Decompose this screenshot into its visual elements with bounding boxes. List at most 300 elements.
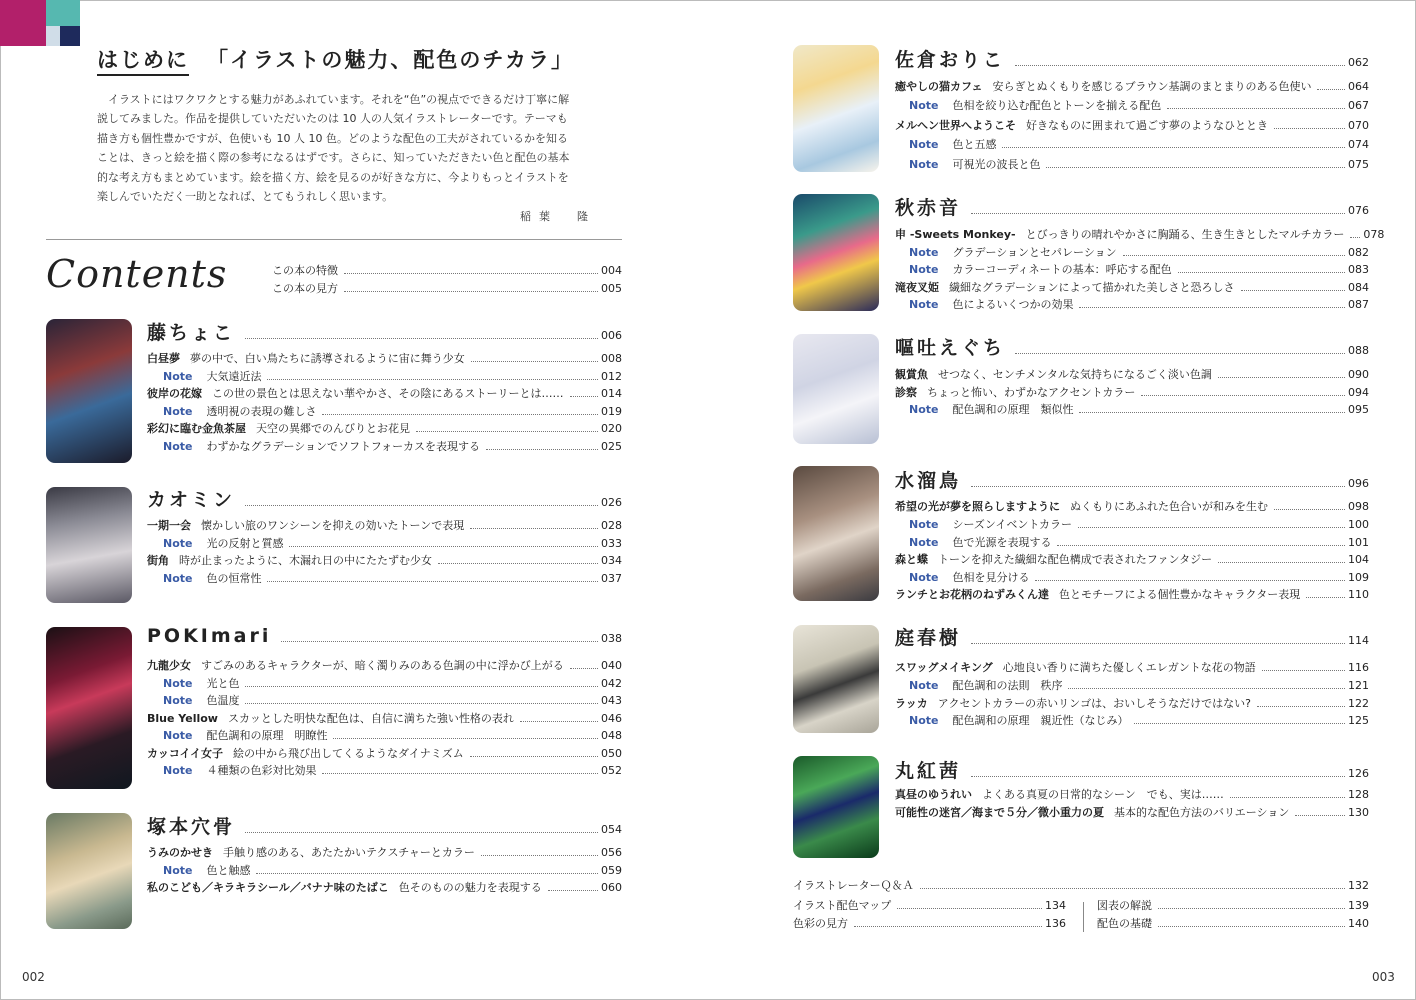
artist-page-number: 114 bbox=[1348, 634, 1369, 647]
entry-page-number: 028 bbox=[601, 519, 622, 532]
leader-dots bbox=[1274, 128, 1345, 129]
toc-entry[interactable] bbox=[147, 880, 622, 896]
leader-dots bbox=[1134, 723, 1345, 724]
entry-description: ちょっと怖い、わずかなアクセントカラー bbox=[927, 386, 1136, 399]
leader-dots bbox=[289, 546, 598, 547]
intro-subtitle: 「イラストの魅力、配色のチカラ」 bbox=[207, 48, 574, 72]
toc-entry[interactable] bbox=[793, 878, 1369, 894]
entry-page-number: 095 bbox=[1348, 403, 1369, 416]
toc-entry[interactable] bbox=[147, 711, 622, 727]
entry-page-number: 101 bbox=[1348, 536, 1369, 549]
entry-title: ラッカ bbox=[895, 697, 928, 710]
toc-entry[interactable] bbox=[1097, 916, 1369, 932]
entry-description: 色によるいくつかの効果 bbox=[952, 298, 1074, 311]
entry-title: 森と蝶 bbox=[895, 553, 928, 566]
entry-page-number: 104 bbox=[1348, 553, 1369, 566]
artist-heading[interactable] bbox=[147, 485, 622, 511]
toc-entry[interactable] bbox=[147, 518, 622, 534]
toc-entry[interactable] bbox=[147, 351, 622, 367]
artist-heading[interactable] bbox=[147, 318, 622, 344]
leader-dots bbox=[570, 668, 598, 669]
entry-description: 懐かしい旅のワンシーンを抑えの効いたトーンで表現 bbox=[201, 519, 465, 532]
artist-thumbnail-left-1 bbox=[46, 487, 132, 603]
toc-entry[interactable] bbox=[909, 98, 1369, 114]
toc-entry[interactable] bbox=[895, 118, 1369, 134]
note-label: Note bbox=[909, 246, 939, 259]
note-label: Note bbox=[163, 537, 193, 550]
toc-entry[interactable] bbox=[147, 421, 622, 437]
toc-entry[interactable] bbox=[895, 805, 1369, 821]
leader-dots bbox=[481, 855, 598, 856]
leader-dots bbox=[1295, 815, 1345, 816]
leader-dots bbox=[1257, 706, 1345, 707]
toc-entry[interactable] bbox=[272, 281, 622, 297]
entry-page-number: 008 bbox=[601, 352, 622, 365]
leader-dots bbox=[971, 776, 1345, 777]
toc-entry[interactable] bbox=[147, 746, 622, 762]
contents-heading: Contents bbox=[46, 252, 228, 296]
entry-description: この本の見方 bbox=[272, 282, 338, 295]
entry-description: 絵の中から飛び出してくるようなダイナミズム bbox=[233, 747, 464, 760]
artist-page-number: 006 bbox=[601, 329, 622, 342]
note-label: Note bbox=[909, 518, 939, 531]
corner-square-teal bbox=[46, 0, 80, 26]
toc-entry[interactable] bbox=[895, 587, 1369, 603]
entry-page-number: 132 bbox=[1348, 879, 1369, 892]
artist-thumbnail-right-3 bbox=[793, 466, 879, 601]
toc-entry[interactable] bbox=[163, 676, 622, 692]
toc-entry[interactable] bbox=[163, 571, 622, 587]
toc-entry[interactable] bbox=[895, 227, 1385, 243]
entry-description: 色と触感 bbox=[206, 864, 251, 877]
toc-entry[interactable] bbox=[895, 79, 1369, 95]
toc-entry[interactable] bbox=[909, 713, 1369, 729]
entry-title: 滝夜叉姫 bbox=[895, 281, 939, 294]
artist-page-number: 054 bbox=[601, 823, 622, 836]
leader-dots bbox=[1218, 377, 1345, 378]
entry-title: 一期一会 bbox=[147, 519, 191, 532]
entry-page-number: 121 bbox=[1348, 679, 1369, 692]
entry-page-number: 050 bbox=[601, 747, 622, 760]
leader-dots bbox=[1317, 89, 1345, 90]
toc-entry[interactable] bbox=[163, 728, 622, 744]
entry-title: 真昼のゆうれい bbox=[895, 788, 972, 801]
artist-heading[interactable] bbox=[895, 193, 1369, 219]
toc-entry[interactable] bbox=[147, 553, 622, 569]
toc-entry[interactable] bbox=[163, 536, 622, 552]
artist-thumbnail-left-0 bbox=[46, 319, 132, 463]
entry-description: 色と五感 bbox=[952, 138, 997, 151]
entry-page-number: 060 bbox=[601, 881, 622, 894]
entry-page-number: 034 bbox=[601, 554, 622, 567]
entry-description: 安らぎとぬくもりを感じるブラウン基調のまとまりのある色使い bbox=[992, 80, 1312, 93]
entry-description: 色相を見分ける bbox=[952, 571, 1030, 584]
artist-heading[interactable] bbox=[895, 466, 1369, 492]
toc-entry[interactable] bbox=[909, 535, 1369, 551]
toc-entry[interactable] bbox=[895, 499, 1369, 515]
entry-page-number: 005 bbox=[601, 282, 622, 295]
toc-entry[interactable] bbox=[895, 787, 1369, 803]
entry-page-number: 040 bbox=[601, 659, 622, 672]
artist-thumbnail-right-2 bbox=[793, 334, 879, 444]
entry-page-number: 052 bbox=[601, 764, 622, 777]
toc-entry[interactable] bbox=[909, 570, 1369, 586]
entry-description: アクセントカラーの赤いリンゴは、おいしそうなだけではない? bbox=[937, 697, 1251, 710]
entry-page-number: 087 bbox=[1348, 298, 1369, 311]
note-label: Note bbox=[163, 370, 193, 383]
entry-title: 癒やしの猫カフェ bbox=[895, 80, 983, 93]
page-number-right: 003 bbox=[1372, 970, 1395, 984]
entry-description: わずかなグラデーションでソフトフォーカスを表現する bbox=[206, 440, 480, 453]
entry-description: 図表の解説 bbox=[1097, 899, 1152, 912]
note-label: Note bbox=[909, 714, 939, 727]
leader-dots bbox=[1078, 527, 1345, 528]
note-label: Note bbox=[163, 405, 193, 418]
toc-entry[interactable] bbox=[793, 916, 1066, 932]
entry-page-number: 037 bbox=[601, 572, 622, 585]
leader-dots bbox=[971, 486, 1345, 487]
artist-heading[interactable] bbox=[895, 623, 1369, 649]
note-label: Note bbox=[909, 679, 939, 692]
entry-title: 希望の光が夢を照らしますように bbox=[895, 500, 1060, 513]
toc-entry[interactable] bbox=[163, 763, 622, 779]
entry-title: カッコイイ女子 bbox=[147, 747, 224, 760]
leader-dots bbox=[897, 908, 1042, 909]
entry-page-number: 019 bbox=[601, 405, 622, 418]
note-label: Note bbox=[163, 864, 193, 877]
leader-dots bbox=[1167, 108, 1345, 109]
leader-dots bbox=[1158, 926, 1345, 927]
section-divider bbox=[46, 239, 622, 240]
toc-entry[interactable] bbox=[909, 297, 1369, 313]
entry-page-number: 078 bbox=[1363, 228, 1385, 241]
corner-square-magenta bbox=[0, 0, 52, 46]
leader-dots bbox=[920, 888, 1345, 889]
leader-dots bbox=[470, 528, 598, 529]
entry-description: この本の特徴 bbox=[272, 264, 338, 277]
entry-description: 光と色 bbox=[206, 677, 240, 690]
artist-heading[interactable] bbox=[895, 756, 1369, 782]
note-label: Note bbox=[909, 263, 939, 276]
entry-title: うみのかせき bbox=[147, 846, 213, 859]
entry-page-number: 139 bbox=[1348, 899, 1369, 912]
entry-description: グラデーションとセパレーション bbox=[952, 246, 1117, 259]
toc-entry[interactable] bbox=[909, 157, 1369, 173]
note-label: Note bbox=[163, 572, 193, 585]
artist-page-number: 096 bbox=[1348, 477, 1369, 490]
toc-entry[interactable] bbox=[163, 863, 622, 879]
back-divider bbox=[1083, 902, 1084, 932]
toc-entry[interactable] bbox=[895, 660, 1369, 676]
toc-entry[interactable] bbox=[909, 245, 1369, 261]
leader-dots bbox=[1218, 562, 1345, 563]
leader-dots bbox=[854, 926, 1042, 927]
artist-page-number: 126 bbox=[1348, 767, 1369, 780]
entry-title: メルヘン世界へようこそ bbox=[895, 119, 1016, 132]
leader-dots bbox=[322, 414, 598, 415]
leader-dots bbox=[416, 431, 598, 432]
artist-name: 藤ちょこ bbox=[147, 322, 236, 344]
entry-page-number: 116 bbox=[1348, 661, 1369, 674]
artist-thumbnail-right-0 bbox=[793, 45, 879, 172]
leader-dots bbox=[245, 832, 598, 833]
artist-name: 丸紅茜 bbox=[895, 760, 962, 782]
entry-description: 配色調和の原理 親近性（なじみ） bbox=[952, 714, 1129, 727]
leader-dots bbox=[1178, 272, 1345, 273]
artist-page-number: 076 bbox=[1348, 204, 1369, 217]
page-number-left: 002 bbox=[22, 970, 45, 984]
toc-entry[interactable] bbox=[1097, 898, 1369, 914]
entry-title: 彼岸の花嫁 bbox=[147, 387, 202, 400]
artist-name: 水溜鳥 bbox=[895, 470, 962, 492]
leader-dots bbox=[1015, 65, 1345, 66]
entry-description: 基本的な配色方法のバリエーション bbox=[1114, 806, 1290, 819]
leader-dots bbox=[1079, 307, 1345, 308]
toc-entry[interactable] bbox=[909, 678, 1369, 694]
note-label: Note bbox=[163, 729, 193, 742]
entry-description: 配色調和の法則 秩序 bbox=[952, 679, 1063, 692]
leader-dots bbox=[548, 890, 598, 891]
note-label: Note bbox=[163, 694, 193, 707]
intro-title bbox=[97, 44, 574, 74]
leader-dots bbox=[1057, 545, 1345, 546]
entry-page-number: 140 bbox=[1348, 917, 1369, 930]
leader-dots bbox=[1230, 797, 1345, 798]
entry-page-number: 070 bbox=[1348, 119, 1369, 132]
toc-entry[interactable] bbox=[163, 369, 622, 385]
toc-entry[interactable] bbox=[895, 367, 1369, 383]
artist-name: 嘔吐えぐち bbox=[895, 337, 1006, 359]
entry-page-number: 098 bbox=[1348, 500, 1369, 513]
leader-dots bbox=[570, 396, 598, 397]
entry-description: 色とモチーフによる個性豊かなキャラクター表現 bbox=[1059, 588, 1301, 601]
artist-name: 庭春樹 bbox=[895, 627, 962, 649]
entry-page-number: 075 bbox=[1348, 158, 1369, 171]
intro-author: 稲葉 隆 bbox=[520, 210, 596, 223]
leader-dots bbox=[438, 563, 598, 564]
toc-entry[interactable] bbox=[895, 280, 1369, 296]
toc-entry[interactable] bbox=[147, 845, 622, 861]
entry-description: 光の反射と質感 bbox=[206, 537, 284, 550]
entry-page-number: 048 bbox=[601, 729, 622, 742]
leader-dots bbox=[333, 738, 598, 739]
artist-heading[interactable] bbox=[895, 45, 1369, 71]
entry-page-number: 100 bbox=[1348, 518, 1369, 531]
toc-entry[interactable] bbox=[147, 658, 622, 674]
leader-dots bbox=[267, 581, 598, 582]
note-label: Note bbox=[163, 764, 193, 777]
leader-dots bbox=[520, 721, 598, 722]
entry-page-number: 067 bbox=[1348, 99, 1369, 112]
entry-page-number: 004 bbox=[601, 264, 622, 277]
artist-page-number: 038 bbox=[601, 632, 622, 645]
artist-name: 佐倉おりこ bbox=[895, 49, 1006, 71]
artist-page-number: 062 bbox=[1348, 56, 1369, 69]
leader-dots bbox=[1123, 255, 1345, 256]
entry-page-number: 043 bbox=[601, 694, 622, 707]
toc-entry[interactable] bbox=[909, 137, 1369, 153]
leader-dots bbox=[486, 449, 598, 450]
entry-page-number: 033 bbox=[601, 537, 622, 550]
entry-description: ４種類の色彩対比効果 bbox=[206, 764, 317, 777]
entry-description: カラーコーディネートの基本：呼応する配色 bbox=[952, 263, 1172, 276]
artist-thumbnail-right-4 bbox=[793, 625, 879, 733]
intro-heading: はじめに bbox=[97, 48, 189, 76]
intro-body: イラストにはワクワクとする魅力があふれています。それを“色”の視点でできるだけ丁寧に解説してみました。作品を提供していただいたのは 10 人の人気イラストレーターです。テーマも描き方も個性豊かですが、色使いも 10 人 10 色。どのような配色の工夫がされているかを知ることは、きっと絵を描く際の参考になるはずです。さらに、知っていただきたい色と配色の基本的な考え方もまとめています。絵を描く方、絵を見るのが好きな方に、今よりもっとイラストを楽しんでいただく一助となれば、とてもうれしく思います。 bbox=[97, 93, 570, 204]
artist-name: 塚本穴骨 bbox=[147, 816, 236, 838]
toc-entry[interactable] bbox=[147, 386, 622, 402]
artist-heading[interactable] bbox=[147, 812, 622, 838]
leader-dots bbox=[1035, 580, 1345, 581]
leader-dots bbox=[1002, 147, 1345, 148]
entry-page-number: 014 bbox=[601, 387, 622, 400]
leader-dots bbox=[245, 505, 598, 506]
entry-page-number: 122 bbox=[1348, 697, 1369, 710]
leader-dots bbox=[245, 686, 598, 687]
entry-description: トーンを抑えた繊細な配色構成で表されたファンタジー bbox=[938, 553, 1213, 566]
entry-title: 私のこども／キラキラシール／バナナ味のたばこ bbox=[147, 881, 389, 894]
entry-page-number: 136 bbox=[1045, 917, 1066, 930]
note-label: Note bbox=[909, 99, 939, 112]
entry-title: 申 -Sweets Monkey- bbox=[895, 228, 1016, 241]
leader-dots bbox=[1241, 290, 1345, 291]
artist-page-number: 088 bbox=[1348, 344, 1369, 357]
leader-dots bbox=[1158, 908, 1345, 909]
entry-title: 彩幻に臨む金魚茶屋 bbox=[147, 422, 246, 435]
toc-entry[interactable] bbox=[909, 402, 1369, 418]
leader-dots bbox=[971, 213, 1345, 214]
artist-thumbnail-left-3 bbox=[46, 813, 132, 929]
entry-description: 色相を絞り込む配色とトーンを揃える配色 bbox=[952, 99, 1162, 112]
entry-description: ぬくもりにあふれた色合いが和みを生む bbox=[1070, 500, 1268, 513]
entry-description: シーズンイベントカラー bbox=[952, 518, 1073, 531]
entry-description: スカッとした明快な配色は、自信に満ちた強い性格の表れ bbox=[227, 712, 514, 725]
artist-name: POKImari bbox=[147, 625, 272, 647]
entry-page-number: 083 bbox=[1348, 263, 1369, 276]
note-label: Note bbox=[909, 571, 939, 584]
leader-dots bbox=[1046, 167, 1345, 168]
entry-title: 観賞魚 bbox=[895, 368, 928, 381]
artist-heading[interactable] bbox=[147, 625, 622, 651]
toc-entry[interactable] bbox=[163, 404, 622, 420]
toc-entry[interactable] bbox=[272, 263, 622, 279]
entry-description: 色の恒常性 bbox=[206, 572, 262, 585]
leader-dots bbox=[281, 641, 598, 642]
leader-dots bbox=[344, 273, 598, 274]
leader-dots bbox=[245, 338, 598, 339]
toc-entry[interactable] bbox=[909, 517, 1369, 533]
entry-page-number: 090 bbox=[1348, 368, 1369, 381]
entry-description: 繊細なグラデーションによって描かれた美しさと恐ろしさ bbox=[949, 281, 1235, 294]
entry-page-number: 125 bbox=[1348, 714, 1369, 727]
entry-page-number: 042 bbox=[601, 677, 622, 690]
note-label: Note bbox=[909, 536, 939, 549]
toc-entry[interactable] bbox=[163, 693, 622, 709]
entry-description: 心地良い香りに満ちた優しくエレガントな花の物語 bbox=[1002, 661, 1256, 674]
note-label: Note bbox=[909, 158, 939, 171]
entry-page-number: 056 bbox=[601, 846, 622, 859]
entry-description: 時が止まったように、木漏れ日の中にたたずむ少女 bbox=[179, 554, 432, 567]
leader-dots bbox=[1079, 412, 1345, 413]
entry-page-number: 059 bbox=[601, 864, 622, 877]
entry-description: 配色調和の原理 類似性 bbox=[952, 403, 1074, 416]
entry-description: 配色の基礎 bbox=[1097, 917, 1152, 930]
entry-page-number: 064 bbox=[1348, 80, 1369, 93]
toc-entry[interactable] bbox=[909, 262, 1369, 278]
entry-description: 色で光源を表現する bbox=[952, 536, 1052, 549]
entry-page-number: 110 bbox=[1348, 588, 1369, 601]
entry-description: 配色調和の原理 明瞭性 bbox=[206, 729, 328, 742]
leader-dots bbox=[344, 291, 598, 292]
entry-description: よくある真夏の日常的なシーン でも、実は…… bbox=[982, 788, 1224, 801]
artist-thumbnail-right-1 bbox=[793, 194, 879, 311]
toc-entry[interactable] bbox=[793, 898, 1066, 914]
corner-square-light bbox=[46, 26, 60, 46]
entry-description: イラスト配色マップ bbox=[793, 899, 892, 912]
artist-thumbnail-left-2 bbox=[46, 627, 132, 789]
entry-description: せつなく、センチメンタルな気持ちになるごく淡い色調 bbox=[938, 368, 1212, 381]
leader-dots bbox=[245, 703, 598, 704]
toc-entry[interactable] bbox=[895, 552, 1369, 568]
note-label: Note bbox=[909, 298, 939, 311]
note-label: Note bbox=[909, 138, 939, 151]
entry-description: 可視光の波長と色 bbox=[952, 158, 1041, 171]
note-label: Note bbox=[163, 440, 193, 453]
artist-heading[interactable] bbox=[895, 333, 1369, 359]
leader-dots bbox=[1350, 237, 1360, 238]
entry-description: とびっきりの晴れやかさに胸踊る、生き生きとしたマルチカラー bbox=[1025, 228, 1345, 241]
entry-description: 色彩の見方 bbox=[793, 917, 848, 930]
entry-description: 好きなものに囲まれて過ごす夢のようなひととき bbox=[1026, 119, 1268, 132]
entry-title: 白昼夢 bbox=[147, 352, 180, 365]
leader-dots bbox=[1306, 597, 1345, 598]
entry-page-number: 082 bbox=[1348, 246, 1369, 259]
artist-name: 秋赤音 bbox=[895, 197, 962, 219]
entry-description: 透明視の表現の難しさ bbox=[206, 405, 317, 418]
entry-page-number: 020 bbox=[601, 422, 622, 435]
artist-thumbnail-right-5 bbox=[793, 756, 879, 858]
leader-dots bbox=[470, 756, 598, 757]
entry-page-number: 025 bbox=[601, 440, 622, 453]
entry-title: 九龍少女 bbox=[147, 659, 191, 672]
leader-dots bbox=[1262, 670, 1345, 671]
entry-page-number: 046 bbox=[601, 712, 622, 725]
toc-entry[interactable] bbox=[163, 439, 622, 455]
entry-page-number: 084 bbox=[1348, 281, 1369, 294]
entry-description: 大気遠近法 bbox=[206, 370, 262, 383]
leader-dots bbox=[1274, 509, 1345, 510]
entry-title: スワッグメイキング bbox=[895, 661, 993, 674]
entry-description: イラストレーターＱ＆Ａ bbox=[793, 879, 914, 892]
entry-description: 天空の異郷でのんびりとお花見 bbox=[256, 422, 410, 435]
note-label: Note bbox=[909, 403, 939, 416]
leader-dots bbox=[1068, 688, 1345, 689]
leader-dots bbox=[1015, 353, 1345, 354]
entry-title: Blue Yellow bbox=[147, 712, 218, 725]
leader-dots bbox=[256, 873, 598, 874]
toc-entry[interactable] bbox=[895, 696, 1369, 712]
entry-page-number: 012 bbox=[601, 370, 622, 383]
toc-entry[interactable] bbox=[895, 385, 1369, 401]
entry-description: 夢の中で、白い鳥たちに誘導されるように宙に舞う少女 bbox=[190, 352, 465, 365]
entry-description: この世の景色とは思えない華やかさ、その陰にあるストーリーとは…… bbox=[212, 387, 564, 400]
leader-dots bbox=[971, 643, 1345, 644]
entry-page-number: 109 bbox=[1348, 571, 1369, 584]
entry-description: 色そのものの魅力を表現する bbox=[398, 881, 542, 894]
entry-page-number: 134 bbox=[1045, 899, 1066, 912]
artist-page-number: 026 bbox=[601, 496, 622, 509]
leader-dots bbox=[1141, 395, 1345, 396]
